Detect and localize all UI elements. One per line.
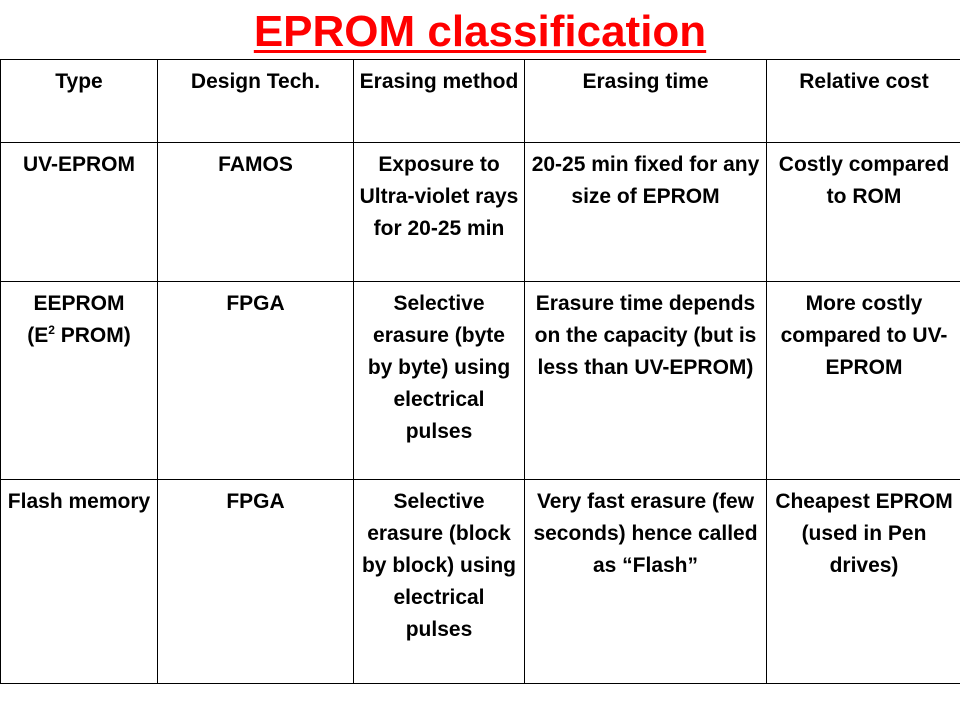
cell-erasing-method: Exposure to Ultra-violet rays for 20-25 min xyxy=(354,143,525,282)
header-row xyxy=(1,60,960,143)
header-design-tech: Design Tech. xyxy=(158,60,354,143)
type-name: EEPROM xyxy=(33,292,125,315)
cell-erasing-time: 20-25 min fixed for any size of EPROM xyxy=(525,143,767,282)
header-erasing-method: Erasing method xyxy=(354,60,525,143)
cell-design-tech: FAMOS xyxy=(158,143,354,282)
cell-erasing-time: Very fast erasure (few seconds) hence called as “Flash” xyxy=(525,480,767,684)
cell-erasing-method: Selective erasure (byte by byte) using electrical pulses xyxy=(354,282,525,480)
cell-erasing-method: Selective erasure (block by block) using electrical pulses xyxy=(354,480,525,684)
header-erasing-time: Erasing time xyxy=(525,60,767,143)
table-row xyxy=(1,143,960,282)
cell-type xyxy=(1,282,158,480)
cell-relative-cost: Costly compared to ROM xyxy=(767,143,960,282)
header-relative-cost: Relative cost xyxy=(767,60,960,143)
cell-design-tech: FPGA xyxy=(158,480,354,684)
cell-type: UV-EPROM xyxy=(1,143,158,282)
cell-relative-cost: Cheapest EPROM (used in Pen drives) xyxy=(767,480,960,684)
type-sub-prefix: (E xyxy=(27,324,49,347)
page-title xyxy=(0,6,960,58)
cell-design-tech: FPGA xyxy=(158,282,354,480)
title-text: EPROM classification xyxy=(253,7,707,56)
table-row xyxy=(1,282,960,480)
cell-relative-cost: More costly compared to UV-EPROM xyxy=(767,282,960,480)
table-row xyxy=(1,480,960,684)
cell-erasing-time: Erasure time depends on the capacity (but is less than UV-EPROM) xyxy=(525,282,767,480)
type-superscript: 2 xyxy=(48,323,55,337)
type-sub-suffix: PROM) xyxy=(54,324,131,347)
eprom-table xyxy=(0,59,960,684)
cell-type: Flash memory xyxy=(1,480,158,684)
header-type: Type xyxy=(1,60,158,143)
